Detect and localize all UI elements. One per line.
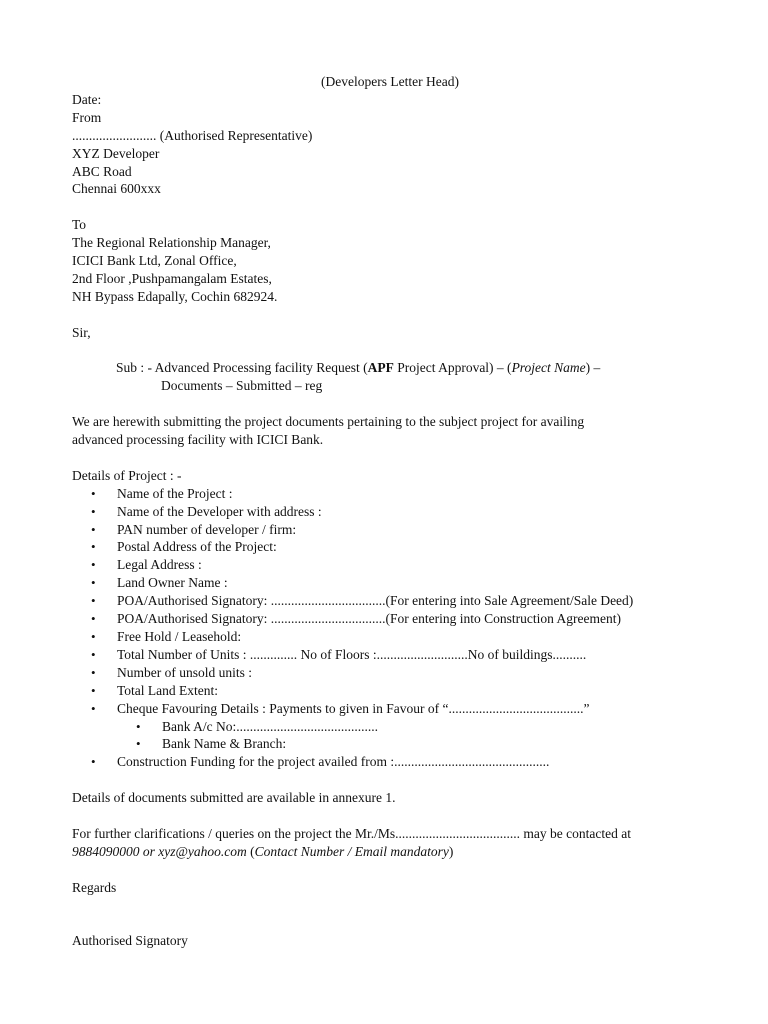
subject-apf: APF: [367, 360, 394, 376]
list-item: • Land Owner Name :: [72, 574, 728, 592]
to-line-3: 2nd Floor ,Pushpamangalam Estates,: [72, 270, 272, 286]
to-label: To: [72, 217, 87, 233]
spacer: [72, 342, 728, 360]
list-item: • Bank A/c No:..........................................: [72, 718, 728, 736]
subject-project-name: Project Name: [511, 360, 586, 376]
list-item: • POA/Authorised Signatory: ..................................(For entering into Sale Agreement/Sale Deed): [72, 592, 728, 610]
spacer: [72, 807, 728, 825]
from-label: From: [72, 109, 102, 125]
contact-note-close: ): [448, 843, 454, 859]
spacer: [72, 897, 728, 915]
spacer: [72, 306, 728, 324]
authorised-signatory: Authorised Signatory: [72, 933, 188, 949]
list-item: • Postal Address of the Project:: [72, 538, 728, 556]
list-item: • Number of unsold units :: [72, 664, 728, 682]
list-item: • Bank Name & Branch:: [72, 735, 728, 753]
annexure-line: Details of documents submitted are available in annexure 1.: [72, 790, 396, 806]
to-line-2: ICICI Bank Ltd, Zonal Office,: [72, 253, 237, 269]
contact-line-2: [72, 843, 728, 861]
subject-prefix: Sub : - Advanced Processing facility Request (: [116, 360, 368, 376]
subject-mid: Project Approval) – (: [393, 360, 512, 376]
spacer: [72, 198, 728, 216]
subject-block: [72, 359, 728, 395]
list-item: • Cheque Favouring Details : Payments to given in Favour of “........................................”: [72, 700, 728, 718]
list-item: • POA/Authorised Signatory: ..................................(For entering into Construction Agreement): [72, 610, 728, 628]
cheque-sublist: [72, 718, 728, 754]
spacer: [72, 861, 728, 879]
list-item: • Construction Funding for the project availed from :..............................................: [72, 753, 728, 771]
list-item: • Total Land Extent:: [72, 682, 728, 700]
from-city: Chennai 600xxx: [72, 181, 161, 197]
regards: Regards: [72, 879, 117, 895]
spacer: [72, 449, 728, 467]
subject-line-2: Documents – Submitted – reg: [161, 378, 323, 394]
from-rep-line: ......................... (Authorised Representative): [72, 127, 313, 143]
list-item: • Name of the Developer with address :: [72, 503, 728, 521]
list-item: • Legal Address :: [72, 556, 728, 574]
spacer: [72, 771, 728, 789]
salutation: Sir,: [72, 324, 91, 340]
details-heading: Details of Project : -: [72, 467, 182, 483]
date-label: Date:: [72, 91, 102, 107]
contact-note-open: (: [246, 843, 255, 859]
contact-line-1: For further clarifications / queries on the project the Mr./Ms..................................... may be contacted at: [72, 825, 631, 841]
spacer: [72, 395, 728, 413]
body-line-1: We are herewith submitting the project documents pertaining to the subject project for availing: [72, 414, 585, 430]
subject-suffix: ) –: [585, 360, 601, 376]
list-item: • Free Hold / Leasehold:: [72, 628, 728, 646]
from-road: ABC Road: [72, 163, 132, 179]
contact-note: Contact Number / Email mandatory: [254, 843, 449, 859]
list-item: • PAN number of developer / firm:: [72, 521, 728, 539]
details-list: [72, 485, 728, 718]
from-company: XYZ Developer: [72, 145, 160, 161]
list-item: • Name of the Project :: [72, 485, 728, 503]
letterhead: (Developers Letter Head): [321, 74, 459, 89]
funding-list: [72, 753, 728, 771]
to-line-1: The Regional Relationship Manager,: [72, 235, 271, 251]
body-line-2: advanced processing facility with ICICI Bank.: [72, 432, 324, 448]
contact-phone-email: 9884090000 or xyz@yahoo.com: [72, 843, 247, 859]
subject-line-1: [116, 359, 728, 377]
to-line-4: NH Bypass Edapally, Cochin 682924.: [72, 288, 278, 304]
spacer: [72, 914, 728, 932]
list-item: • Total Number of Units : .............. No of Floors :...........................No of buildings..........: [72, 646, 728, 664]
